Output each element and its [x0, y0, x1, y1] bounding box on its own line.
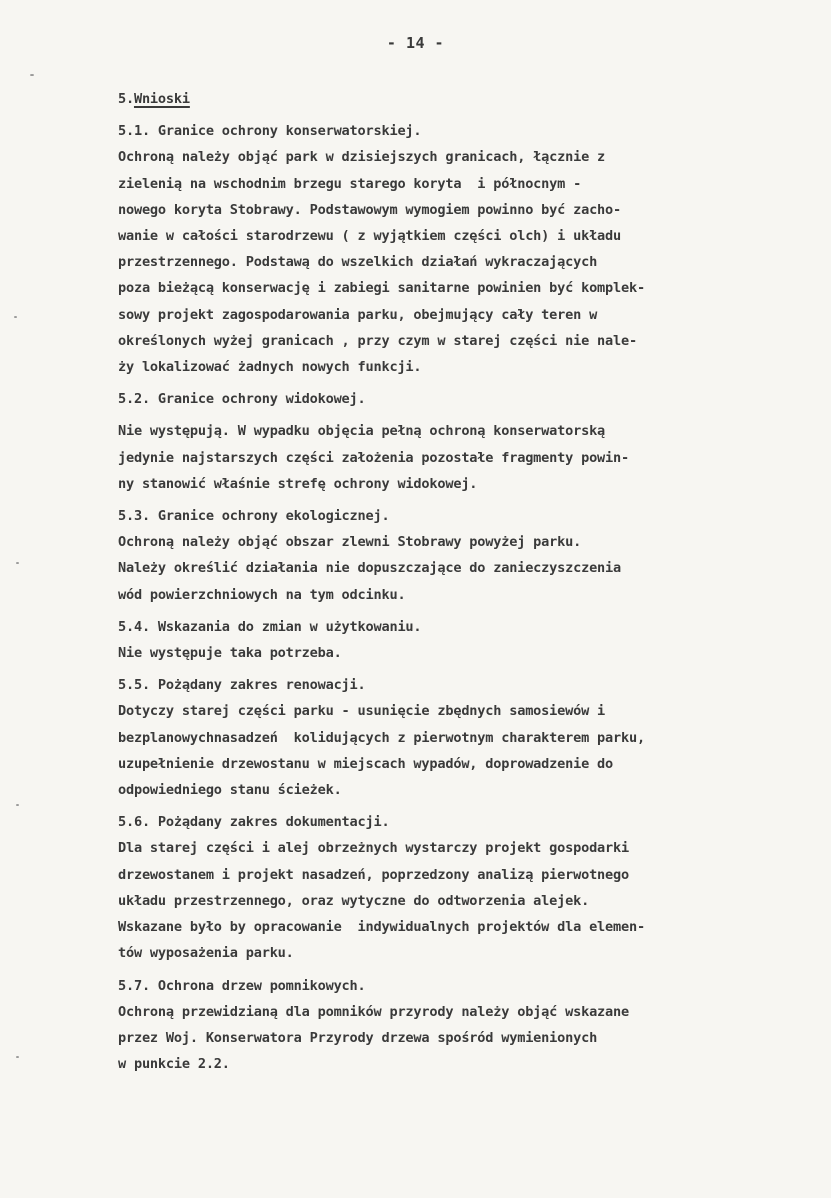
paragraph-line: poza bieżącą konserwację i zabiegi sanitarne powinien być komplek-: [118, 280, 645, 297]
paragraph-line: Nie występuje taka potrzeba.: [118, 645, 342, 662]
paragraph-line: w punkcie 2.2.: [118, 1056, 230, 1073]
paragraph-line: ny stanowić właśnie strefę ochrony widokowej.: [118, 475, 478, 492]
scan-speck: [16, 562, 19, 564]
paragraph-line: odpowiedniego stanu ścieżek.: [118, 782, 342, 799]
paragraph-line: zielenią na wschodnim brzegu starego koryta i północnym -: [118, 175, 582, 192]
paragraph-line: ży lokalizować żadnych nowych funkcji.: [118, 359, 422, 376]
chapter-heading: [118, 86, 818, 112]
paragraph-line: przestrzennego. Podstawą do wszelkich działań wykraczających: [118, 254, 598, 271]
section-heading: 5.7. Ochrona drzew pomnikowych.: [118, 977, 366, 994]
section-5-3: [118, 503, 818, 608]
scan-speck: [14, 316, 17, 318]
section-heading: 5.3. Granice ochrony ekologicznej.: [118, 508, 390, 525]
paragraph-line: sowy projekt zagospodarowania parku, obejmujący cały teren w: [118, 306, 598, 323]
page-number: - 14 -: [386, 34, 445, 52]
paragraph-line: przez Woj. Konserwatora Przyrody drzewa spośród wymienionych: [118, 1029, 598, 1046]
paragraph-line: Nie występują. W wypadku objęcia pełną ochroną konserwatorską: [118, 423, 606, 440]
paragraph-line: Wskazane było by opracowanie indywidualnych projektów dla elemen-: [118, 919, 645, 936]
section-5-4: [118, 614, 818, 666]
paragraph-line: układu przestrzennego, oraz wytyczne do odtworzenia alejek.: [118, 892, 590, 909]
section-5-1: [118, 118, 818, 380]
section-heading: 5.1. Granice ochrony konserwatorskiej.: [118, 123, 422, 140]
paragraph-line: bezplanowychnasadzeń kolidujących z pierwotnym charakterem parku,: [118, 729, 645, 746]
scan-speck: [16, 804, 19, 806]
paragraph-line: Ochroną należy objąć obszar zlewni Stobrawy powyżej parku.: [118, 534, 582, 551]
section-heading: 5.6. Pożądany zakres dokumentacji.: [118, 814, 390, 831]
scan-speck: [30, 74, 34, 76]
section-5-5: [118, 672, 818, 803]
section-heading: 5.4. Wskazania do zmian w użytkowaniu.: [118, 618, 422, 635]
paragraph-line: Ochroną należy objąć park w dzisiejszych granicach, łącznie z: [118, 149, 606, 166]
paragraph-line: drzewostanem i projekt nasadzeń, poprzedzony analizą pierwotnego: [118, 866, 629, 883]
paragraph-line: Ochroną przewidzianą dla pomników przyrody należy objąć wskazane: [118, 1003, 629, 1020]
chapter-title: Wnioski: [133, 91, 190, 107]
scan-speck: [16, 1056, 19, 1058]
chapter-number: 5.: [118, 91, 134, 107]
paragraph-line: tów wyposażenia parku.: [118, 945, 294, 962]
section-5-2: [118, 386, 818, 497]
section-heading: 5.5. Pożądany zakres renowacji.: [118, 677, 366, 694]
paragraph-line: jedynie najstarszych części założenia pozostałe fragmenty powin-: [118, 449, 629, 466]
paragraph-line: nowego koryta Stobrawy. Podstawowym wymogiem powinno być zacho-: [118, 201, 622, 218]
section-heading: 5.2. Granice ochrony widokowej.: [118, 391, 366, 408]
section-5-6: [118, 809, 818, 966]
paragraph-line: Dotyczy starej części parku - usunięcie zbędnych samosiewów i: [118, 703, 606, 720]
paragraph-line: wód powierzchniowych na tym odcinku.: [118, 586, 406, 603]
paragraph-line: określonych wyżej granicach , przy czym w starej części nie nale-: [118, 332, 637, 349]
section-5-7: [118, 973, 818, 1078]
paragraph-line: wanie w całości starodrzewu ( z wyjątkiem części olch) i układu: [118, 228, 622, 245]
paragraph-line: Dla starej części i alej obrzeżnych wystarczy projekt gospodarki: [118, 840, 629, 857]
paragraph-line: Należy określić działania nie dopuszczające do zanieczyszczenia: [118, 560, 622, 577]
paragraph-line: uzupełnienie drzewostanu w miejscach wypadów, doprowadzenie do: [118, 755, 614, 772]
document-body: [118, 86, 818, 1077]
